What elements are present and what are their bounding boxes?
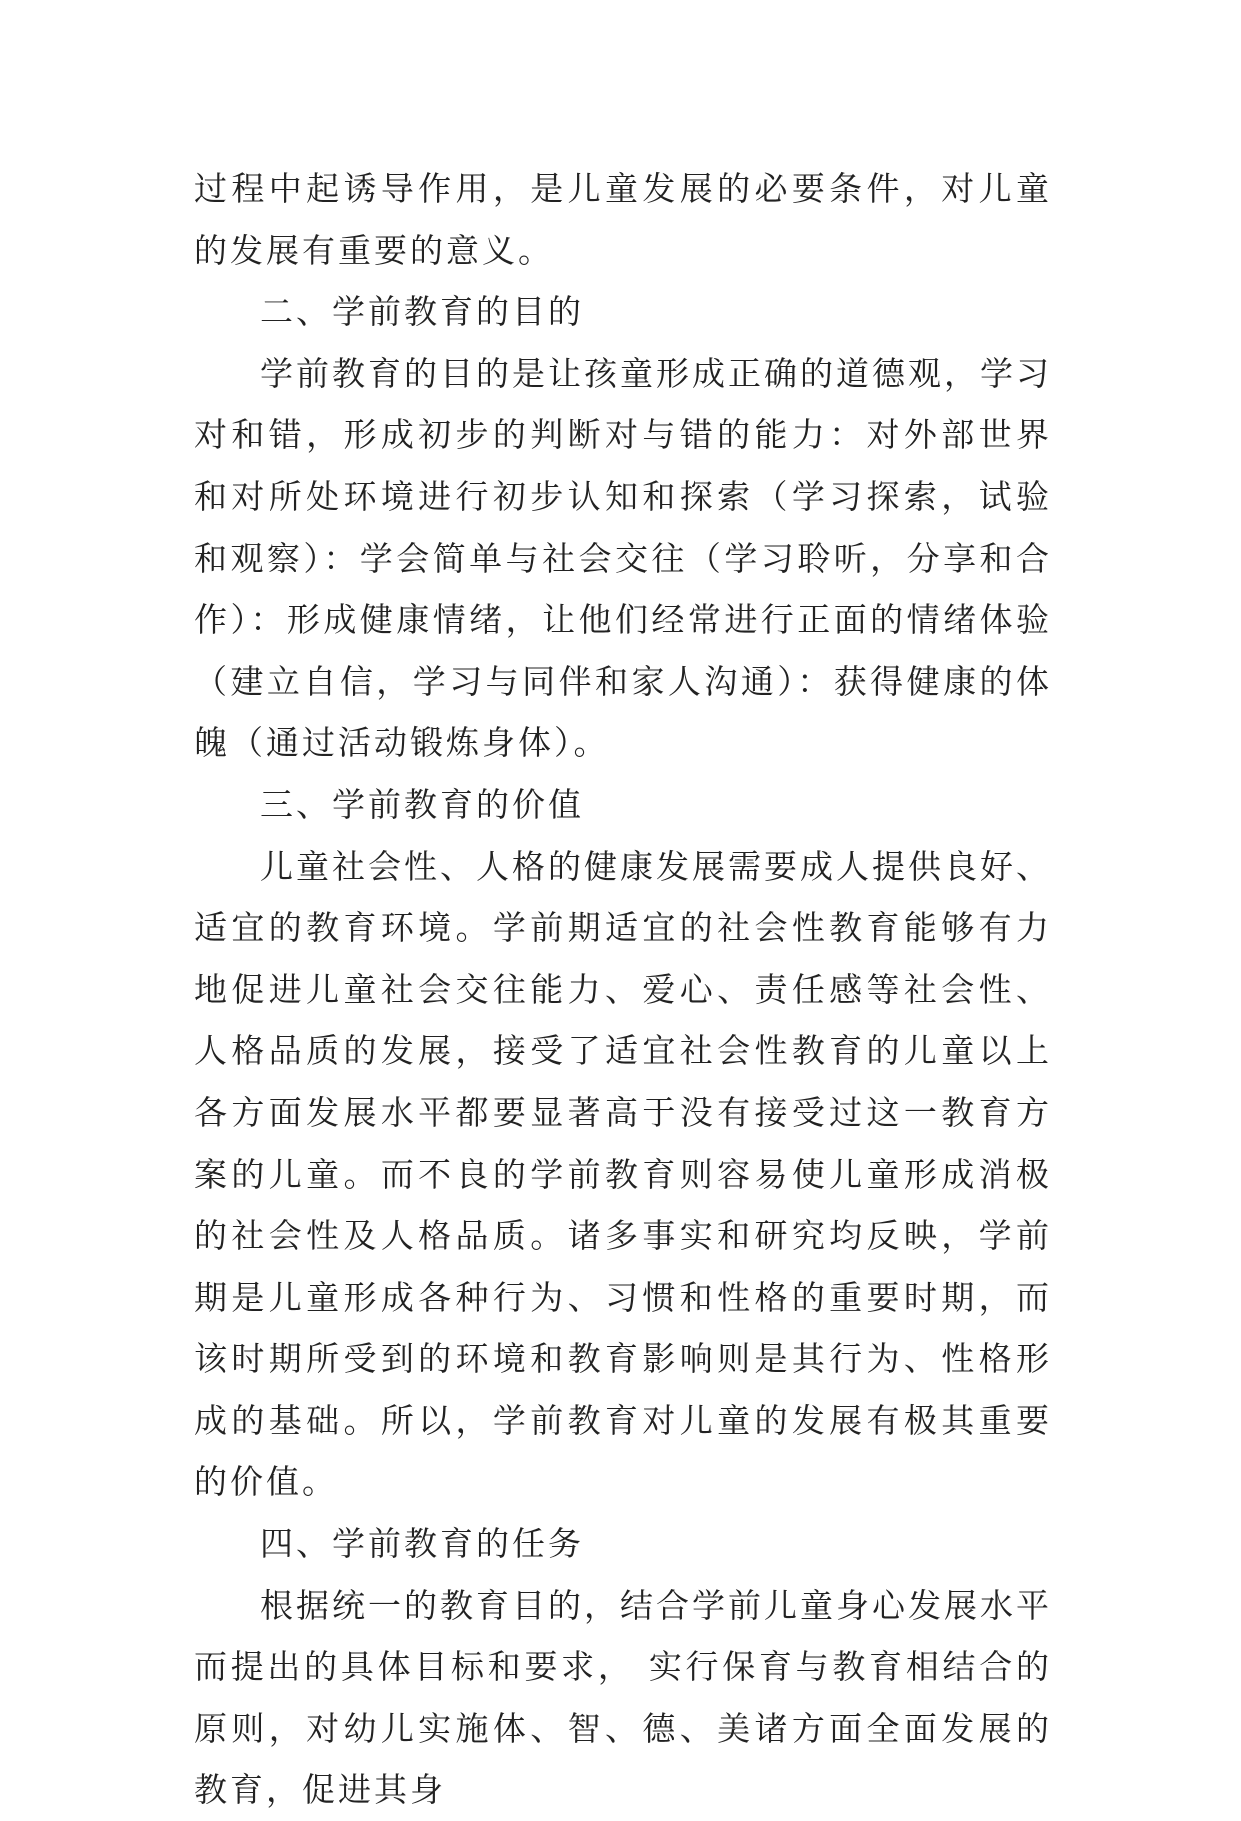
paragraph-tasks: 根据统一的教育目的，结合学前儿童身心发展水平而提出的具体目标和要求， 实行保育与教育相结合的原则，对幼儿实施体、智、德、美诸方面全面发展的教育，促进其身 — [194, 1585, 1052, 1810]
paragraph-continuation: 过程中起诱导作用，是儿童发展的必要条件，对儿童的发展有重要的意义。 — [194, 169, 1052, 270]
paragraph-value: 儿童社会性、人格的健康发展需要成人提供良好、适宜的教育环境。学前期适宜的社会性教育能够有力地促进儿童社会交往能力、爱心、责任感等社会性、人格品质的发展，接受了适宜社会性教育的儿童以上各方面发展水平都要显著高于没有接受过这一教育方案的儿童。而不良的学前教育则容易使儿童形成消极的社会性及人格品质。诸多事实和研究均反映，学前期是儿童形成各种行为、习惯和性格的重要时期，而该时期所受到的环境和教育影响则是其行为、性格形成的基础。所以，学前教育对儿童的发展有极其重要的价值。 — [194, 846, 1052, 1502]
document-body — [194, 158, 1052, 1821]
section-heading-purpose: 二、学前教育的目的 — [260, 292, 584, 332]
section-heading-tasks: 四、学前教育的任务 — [260, 1524, 584, 1564]
paragraph-purpose: 学前教育的目的是让孩童形成正确的道德观，学习对和错，形成初步的判断对与错的能力：对外部世界和对所处环境进行初步认知和探索（学习探索，试验和观察）：学会简单与社会交往（学习聆听，分享和合作）：形成健康情绪，让他们经常进行正面的情绪体验（建立自信，学习与同伴和家人沟通）：获得健康的体魄（通过活动锻炼身体）。 — [194, 353, 1052, 763]
section-heading-value: 三、学前教育的价值 — [260, 784, 584, 824]
